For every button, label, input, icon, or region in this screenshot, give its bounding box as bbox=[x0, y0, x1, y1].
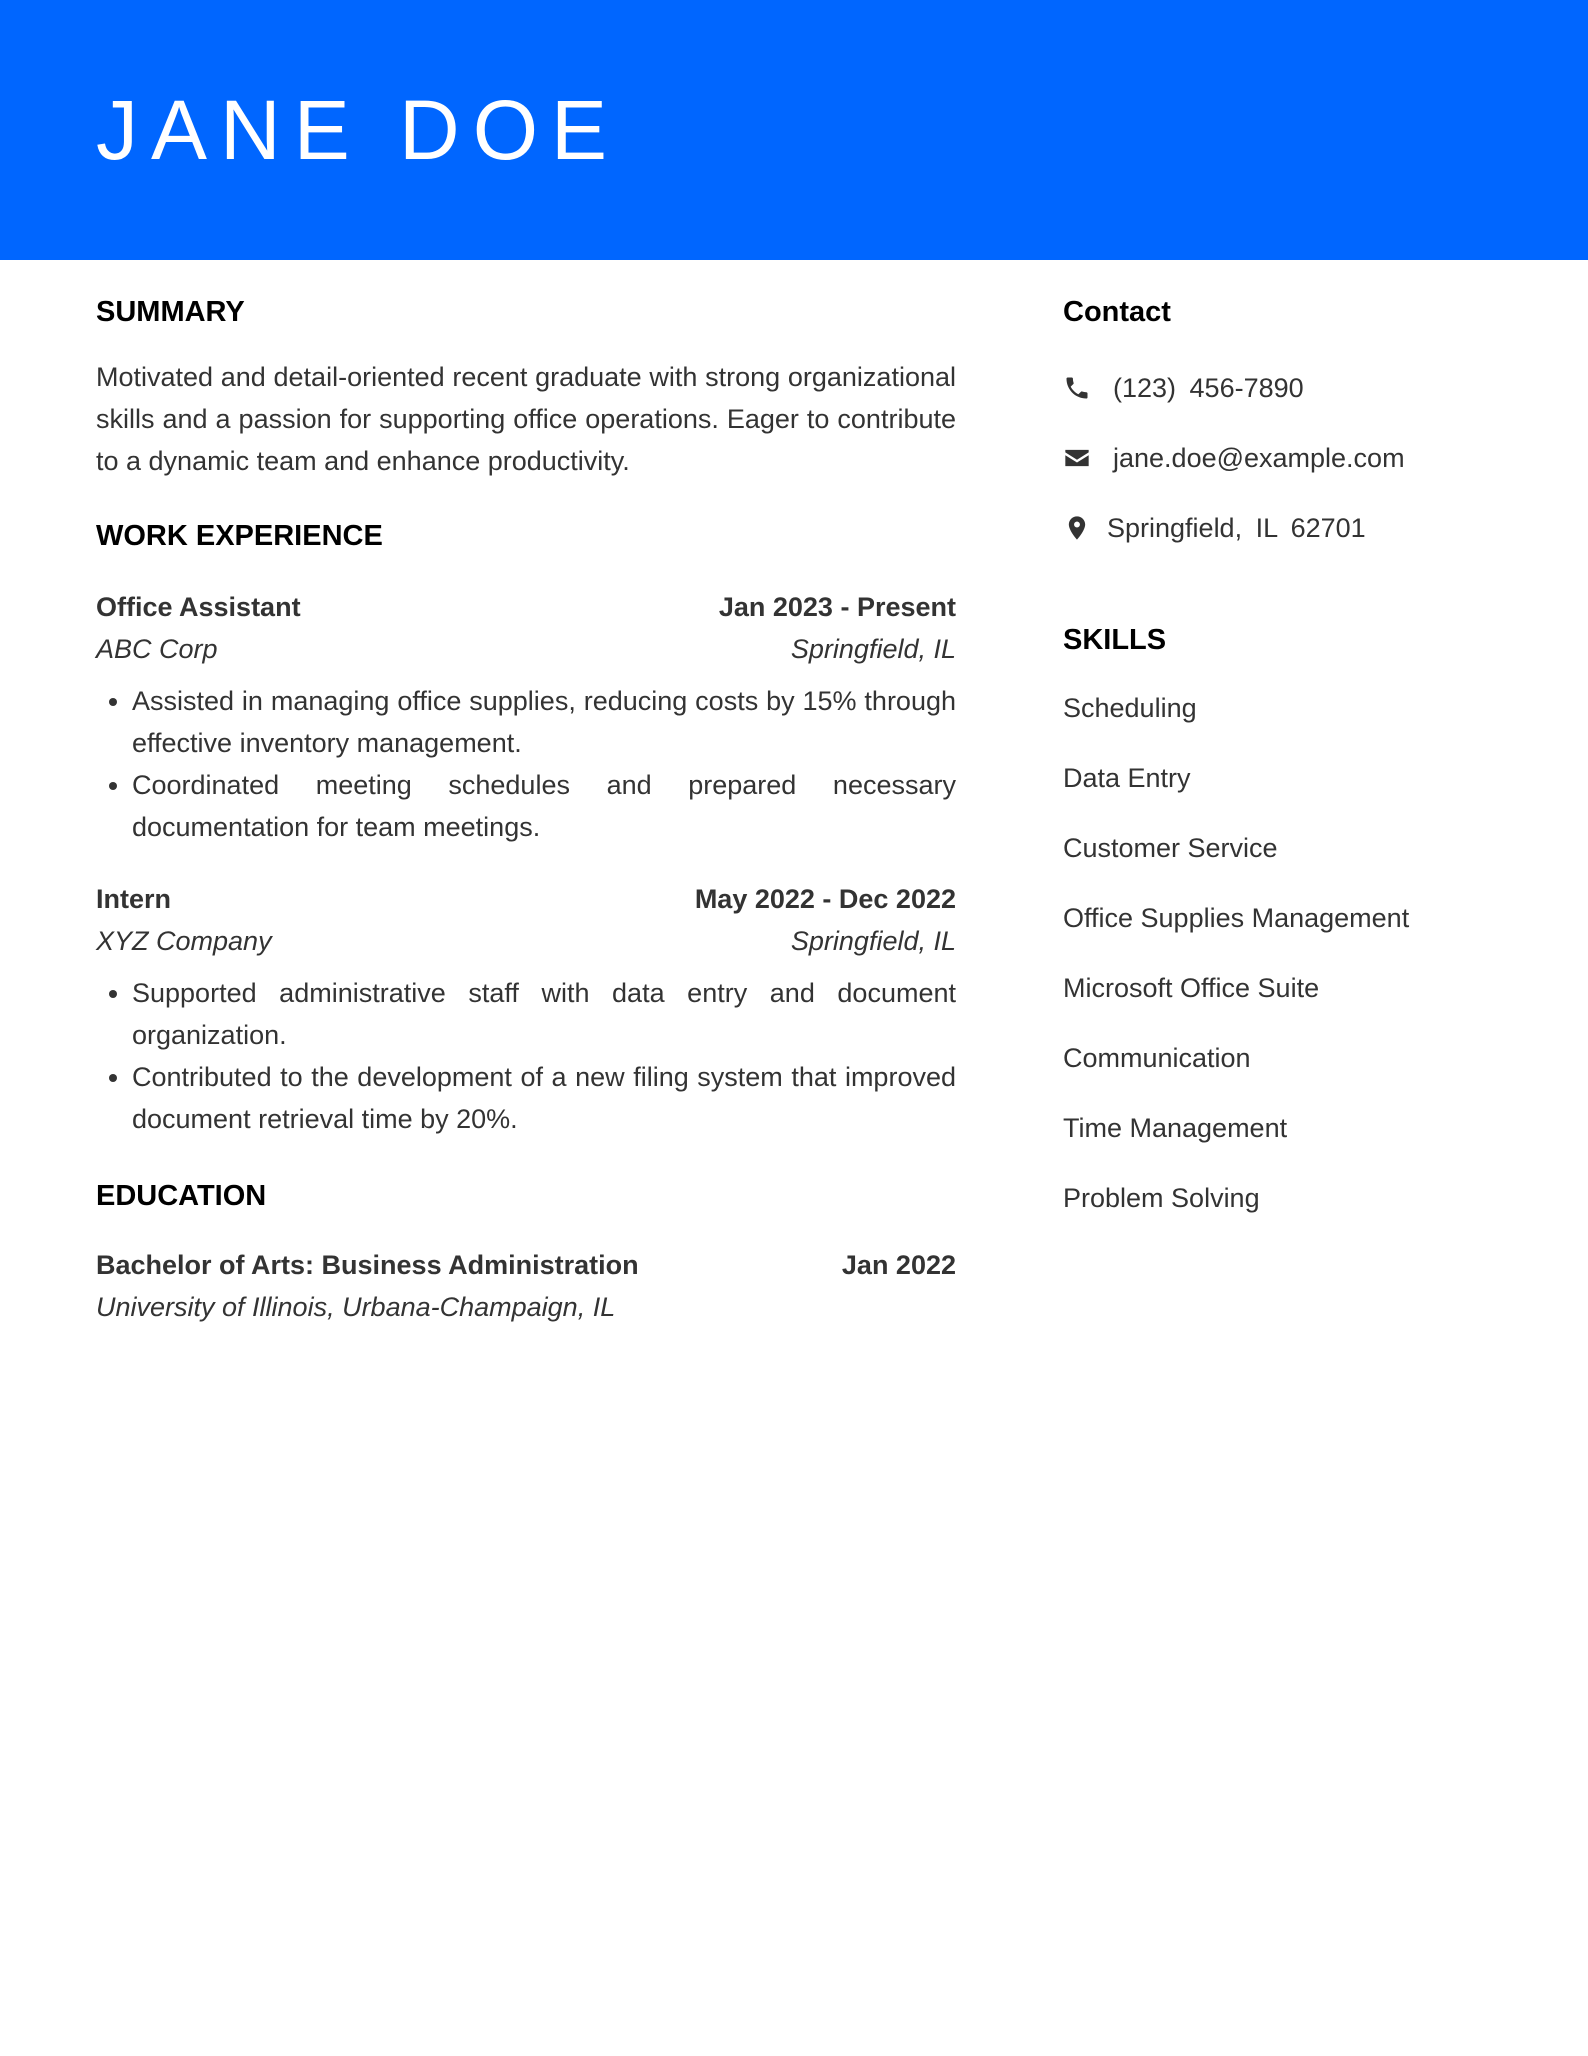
header-banner bbox=[0, 0, 1588, 260]
location-text: Springfield, IL 62701 bbox=[1107, 512, 1366, 543]
job-role: Office Assistant bbox=[96, 592, 301, 622]
job-bullet: • Coordinated meeting schedules and prepared necessary documentation for team meetings. bbox=[132, 764, 956, 848]
school: University of Illinois, Urbana-Champaign, IL bbox=[96, 1292, 616, 1322]
skill-item: Customer Service bbox=[1063, 833, 1278, 863]
skill-item: Time Management bbox=[1063, 1113, 1288, 1143]
job-location: Springfield, IL bbox=[790, 926, 956, 956]
contact-location bbox=[1063, 508, 1523, 548]
sidebar-column bbox=[1063, 292, 1523, 1248]
skill-item: Scheduling bbox=[1063, 693, 1197, 723]
job-location: Springfield, IL bbox=[790, 634, 956, 664]
map-pin-icon bbox=[1063, 514, 1091, 542]
contact-phone bbox=[1063, 368, 1523, 408]
phone-number: (123) 456-7890 bbox=[1113, 372, 1304, 403]
job-bullet: • Supported administrative staff with data entry and document organization. bbox=[132, 972, 956, 1056]
education-section bbox=[96, 1176, 956, 1328]
job-bullets bbox=[96, 680, 956, 848]
skill-item: Microsoft Office Suite bbox=[1063, 973, 1320, 1003]
phone-icon bbox=[1063, 374, 1091, 402]
degree: Bachelor of Arts: Business Administration bbox=[96, 1250, 639, 1280]
job-entry bbox=[96, 878, 956, 1140]
candidate-name: JANE DOE bbox=[96, 83, 621, 177]
skills-section bbox=[1063, 620, 1523, 1218]
education-entry bbox=[96, 1244, 956, 1328]
skill-item: Office Supplies Management bbox=[1063, 903, 1410, 933]
job-dates: May 2022 - Dec 2022 bbox=[694, 884, 956, 914]
email-address: jane.doe@example.com bbox=[1113, 442, 1405, 473]
skill-item: Data Entry bbox=[1063, 763, 1191, 793]
skill-item: Problem Solving bbox=[1063, 1183, 1260, 1213]
job-bullet: • Assisted in managing office supplies, reducing costs by 15% through effective inventory management. bbox=[132, 680, 956, 764]
work-experience-title: WORK EXPERIENCE bbox=[96, 520, 383, 552]
skills-title: SKILLS bbox=[1063, 624, 1167, 656]
contact-title: Contact bbox=[1063, 296, 1171, 328]
skill-item: Communication bbox=[1063, 1043, 1251, 1073]
work-experience-section bbox=[96, 516, 956, 1140]
summary-title: SUMMARY bbox=[96, 296, 245, 328]
main-column bbox=[96, 292, 956, 1328]
degree-date: Jan 2022 bbox=[841, 1250, 956, 1280]
contact-section bbox=[1063, 292, 1523, 548]
skills-list bbox=[1063, 688, 1523, 1218]
summary-text: Motivated and detail-oriented recent graduate with strong organizational skills and a passion for supporting office operations. Eager to contribute to a dynamic team and enhance productivity. bbox=[96, 362, 956, 476]
job-entry bbox=[96, 586, 956, 848]
job-bullet: • Contributed to the development of a new filing system that improved document retrieval time by 20%. bbox=[132, 1056, 956, 1140]
job-company: XYZ Company bbox=[96, 926, 272, 956]
job-dates: Jan 2023 - Present bbox=[718, 592, 956, 622]
envelope-icon bbox=[1063, 444, 1091, 472]
job-bullets bbox=[96, 972, 956, 1140]
education-title: EDUCATION bbox=[96, 1180, 267, 1212]
contact-email bbox=[1063, 438, 1523, 478]
job-company: ABC Corp bbox=[96, 634, 218, 664]
summary-section bbox=[96, 292, 956, 482]
job-role: Intern bbox=[96, 884, 172, 914]
